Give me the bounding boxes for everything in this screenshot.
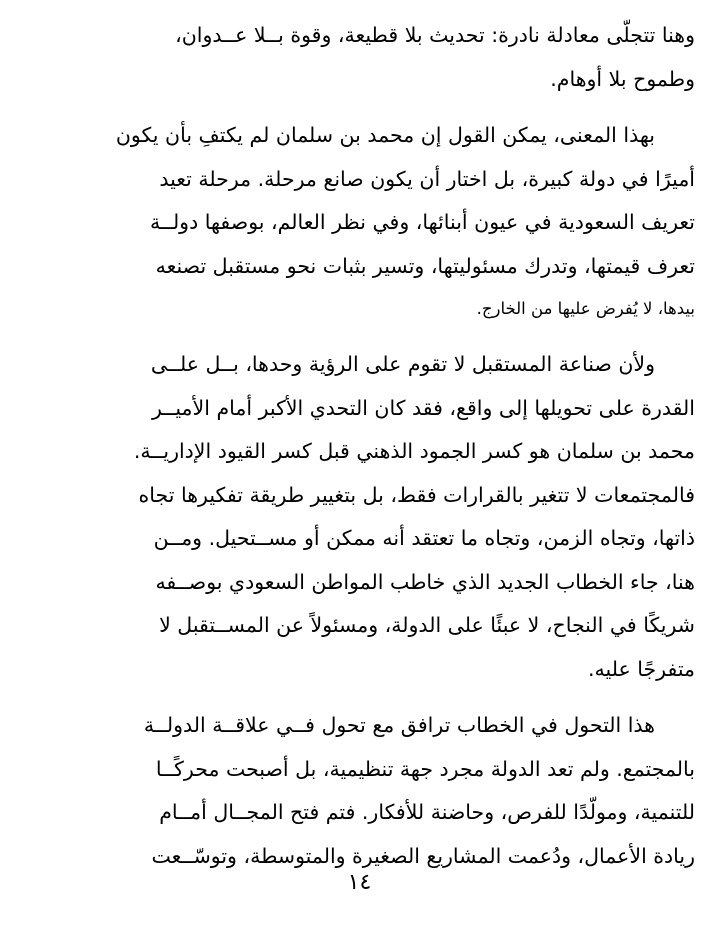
text-line: بيدها، لا يُفرض عليها من الخارج. [476,299,695,318]
text-line: بهذا المعنى، يمكن القول إن محمد بن سلمان لم يكتفِ بأن يكون [115,123,655,147]
paragraph [18,343,695,691]
text-line: محمد بن سلمان هو كسر الجمود الذهني قبل كسر القيود الإداريــة. [133,439,695,463]
text-line: فالمجتمعات لا تتغير بالقرارات فقط، بل بتغيير طريقة تفكيرها تجاه [138,482,695,507]
text-line: أميرًا في دولة كبيرة، بل اختار أن يكون صانع مرحلة. مرحلة تعيد [159,166,695,191]
text-line: القدرة على تحويلها إلى واقع، فقد كان التحدي الأكبر أمام الأميــر [152,395,695,420]
text-line: وهنا تتجلّى معادلة نادرة: تحديث بلا قطيعة، وقوة بــلا عــدوان، [175,23,695,47]
text-line: متفرجًا عليه. [588,656,695,681]
text-line: ريادة الأعمال، ودُعمت المشاريع الصغيرة والمتوسطة، وتوسّــعت [151,843,695,868]
paragraph [18,704,695,878]
text-line: ذاتها، وتجاه الزمن، وتجاه ما تعتقد أنه ممكن أو مســتحيل. ومــن [153,526,695,550]
text-line: وطموح بلا أوهام. [550,66,695,91]
page-number: ١٤ [347,870,372,895]
text-line: تعريف السعودية في عيون أبنائها، وفي نظر العالم، بوصفها دولــة [149,210,695,234]
text-line: شريكًا في النجاح، لا عبئًا على الدولة، ومسئولاً عن المســتقبل لا [159,613,695,637]
text-line: للتنمية، ومولّدًا للفرص، وحاضنة للأفكار. فتم فتح المجــال أمــام [159,800,695,824]
paragraph [18,114,695,330]
paragraph [18,14,695,101]
text-line: هنا، جاء الخطاب الجديد الذي خاطب المواطن السعودي بوصــفه [155,569,695,594]
text-line: ولأن صناعة المستقبل لا تقوم على الرؤية وحدها، بــل علــى [150,352,655,376]
text-line: تعرف قيمتها، وتدرك مسئوليتها، وتسير بثبات نحو مستقبل تصنعه [155,253,695,278]
text-body [18,14,695,878]
text-line: بالمجتمع. ولم تعد الدولة مجرد جهة تنظيمية، بل أصبحت محركًــا [155,756,695,781]
text-line: هذا التحول في الخطاب ترافق مع تحول فــي علاقــة الدولــة [143,713,655,737]
